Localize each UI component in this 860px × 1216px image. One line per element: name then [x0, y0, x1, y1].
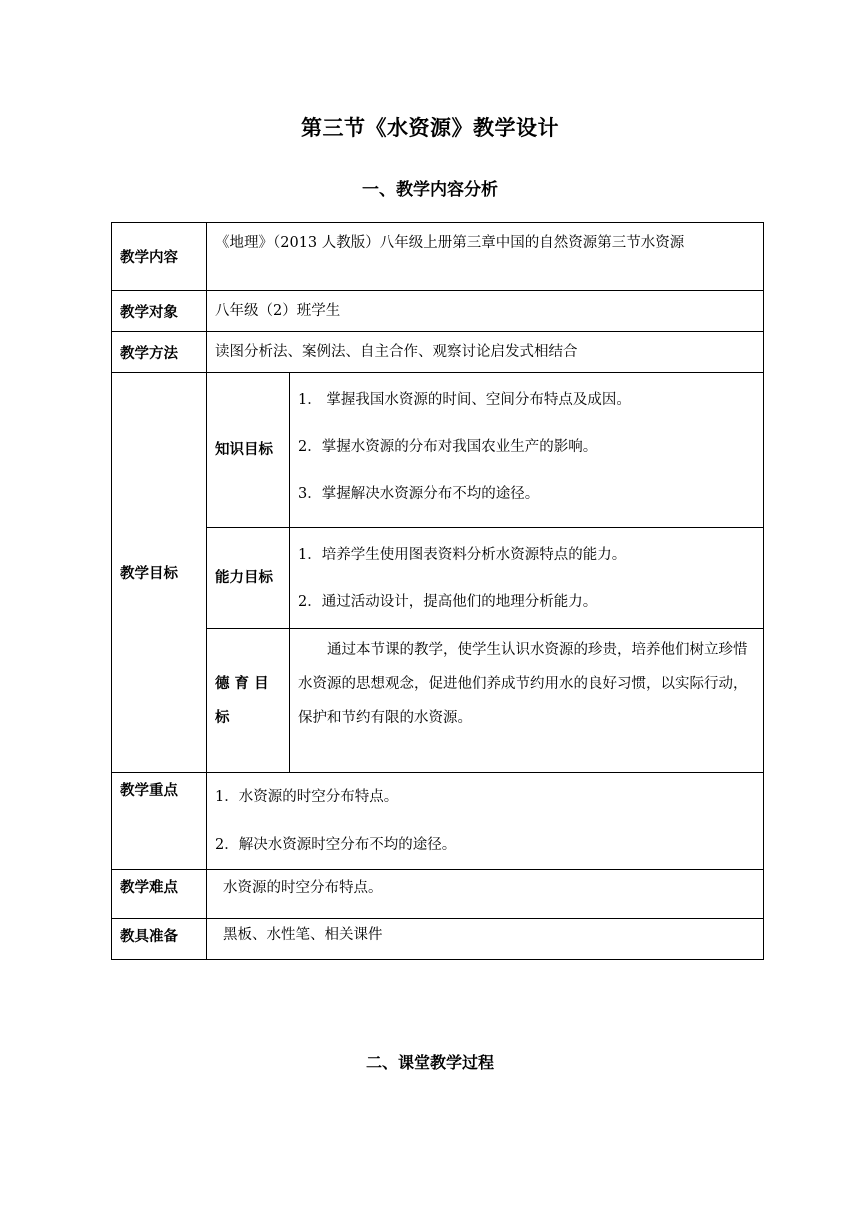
value-ability-goal	[290, 528, 764, 629]
label-teaching-method: 教学方法	[112, 332, 207, 373]
table-row-ability-goal	[112, 528, 764, 629]
table-row-audience	[112, 291, 764, 332]
label-teaching-content: 教学内容	[112, 223, 207, 291]
table-row-key-points	[112, 773, 764, 870]
value-difficulty: 水资源的时空分布特点。	[207, 870, 764, 919]
label-moral-goal: 德 育 目标	[207, 629, 290, 773]
table-row-content	[112, 223, 764, 291]
knowledge-goal-item: 1． 掌握我国水资源的时间、空间分布特点及成因。	[298, 392, 631, 408]
value-teaching-content: 《地理》（2013 人教版）八年级上册第三章中国的自然资源第三节水资源	[207, 223, 764, 291]
label-difficulty: 教学难点	[112, 870, 207, 919]
ability-goal-item: 2．通过活动设计，提高他们的地理分析能力。	[298, 594, 598, 610]
value-teaching-method: 读图分析法、案例法、自主合作、观察讨论启发式相结合	[207, 332, 764, 373]
label-teaching-audience: 教学对象	[112, 291, 207, 332]
knowledge-goal-item: 3．掌握解决水资源分布不均的途径。	[298, 486, 540, 502]
table-row-moral-goal	[112, 629, 764, 773]
content-analysis-table	[111, 222, 764, 960]
section-heading-content-analysis: 一、教学内容分析	[362, 180, 498, 200]
value-key-points	[207, 773, 764, 870]
label-knowledge-goal: 知识目标	[207, 373, 290, 528]
knowledge-goal-item: 2．掌握水资源的分布对我国农业生产的影响。	[298, 439, 598, 455]
label-key-points: 教学重点	[112, 773, 207, 870]
table-row-method	[112, 332, 764, 373]
value-knowledge-goal	[290, 373, 764, 528]
ability-goal-item: 1．培养学生使用图表资料分析水资源特点的能力。	[298, 547, 627, 563]
label-teaching-goals: 教学目标	[112, 373, 207, 773]
table-row-tools	[112, 919, 764, 960]
value-moral-goal: 通过本节课的教学，使学生认识水资源的珍贵，培养他们树立珍惜水资源的思想观念，促进他们养成节约用水的良好习惯，以实际行动，保护和节约有限的水资源。	[290, 629, 764, 773]
table-row-difficulty	[112, 870, 764, 919]
label-ability-goal: 能力目标	[207, 528, 290, 629]
document-title: 第三节《水资源》教学设计	[301, 116, 559, 140]
label-tools: 教具准备	[112, 919, 207, 960]
key-point-item: 1．水资源的时空分布特点。	[215, 789, 399, 805]
key-point-item: 2．解决水资源时空分布不均的途径。	[215, 837, 457, 853]
value-teaching-audience: 八年级（2）班学生	[207, 291, 764, 332]
table-row-knowledge-goal	[112, 373, 764, 528]
value-tools: 黑板、水性笔、相关课件	[207, 919, 764, 960]
section-heading-classroom-process: 二、课堂教学过程	[365, 1053, 494, 1072]
